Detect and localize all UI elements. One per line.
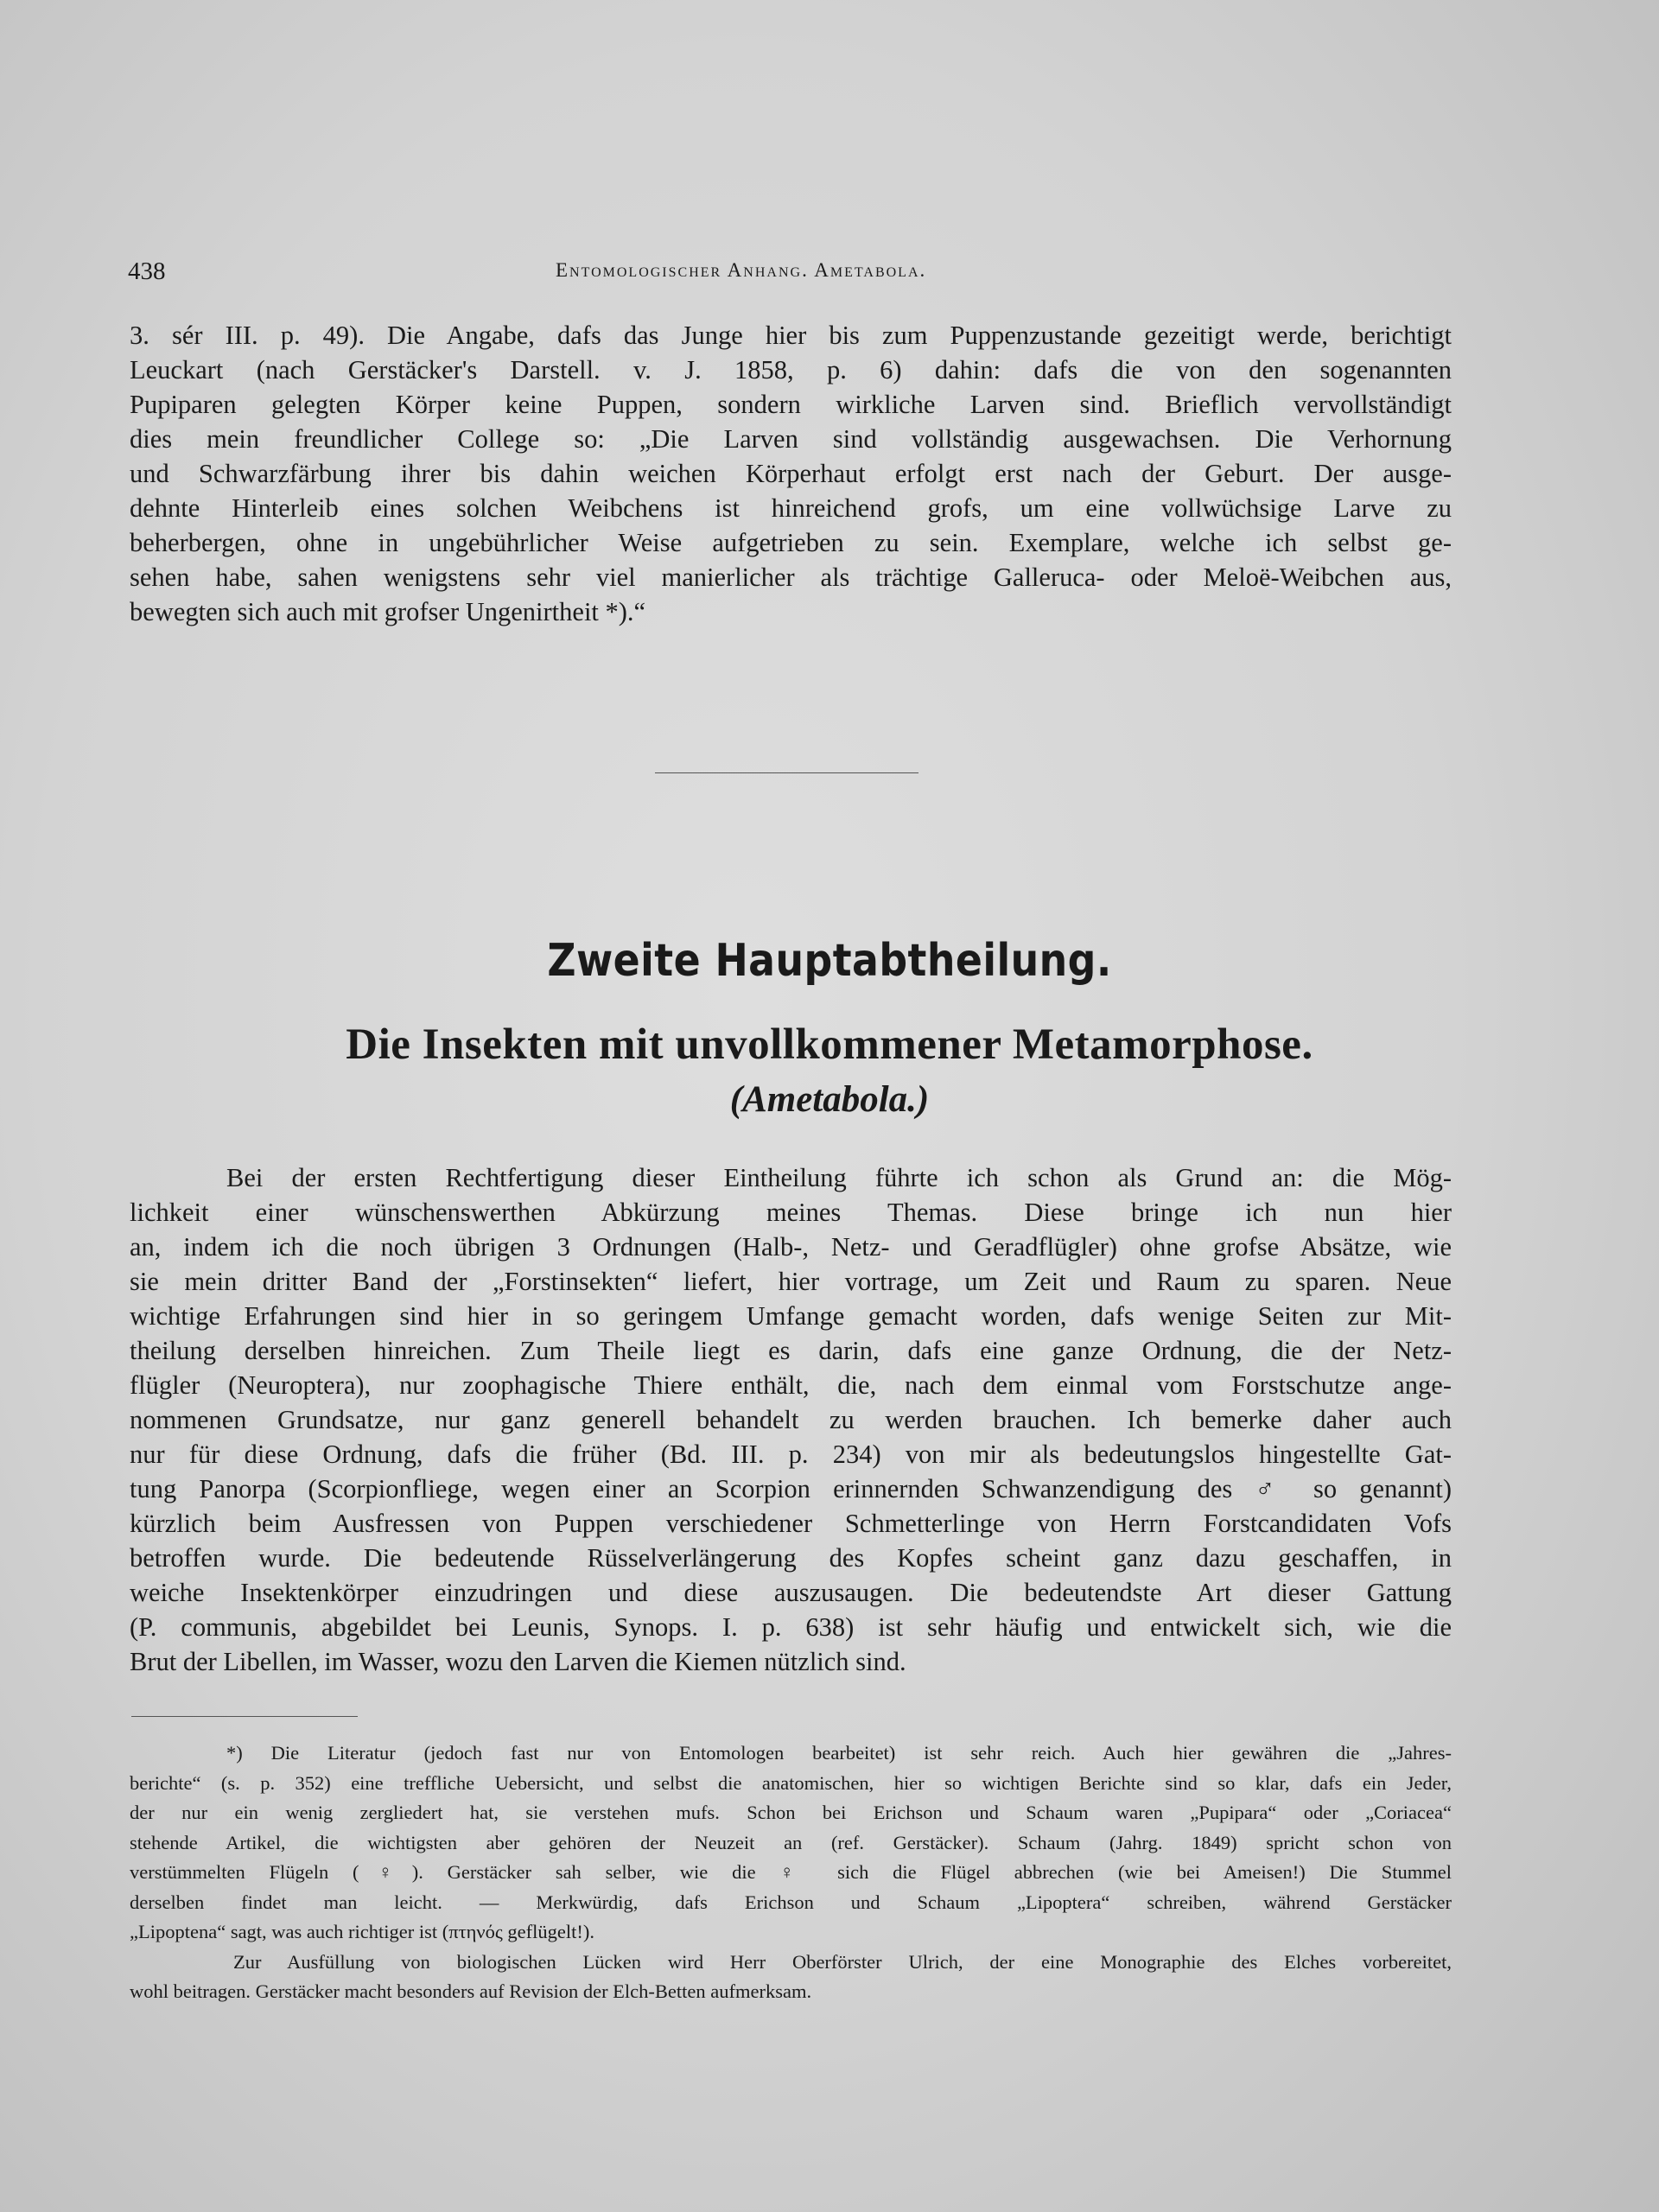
text-line: Brut der Libellen, im Wasser, wozu den Larven die Kiemen nützlich sind. (130, 1647, 906, 1676)
text-line: nommenen Grundsatze, nur ganz generell behandelt zu werden brauchen. Ich bemerke daher auch (130, 1405, 1452, 1434)
text-line: tung Panorpa (Scorpionfliege, wegen einer an Scorpion erinnernden Schwanzendigung des ♂ so genannt) (130, 1474, 1452, 1503)
intro-paragraph (130, 318, 1452, 629)
text-line: nur für diese Ordnung, dafs die früher (Bd. III. p. 234) von mir als bedeutungslos hingestellte Gat- (130, 1440, 1452, 1469)
text-line: flügler (Neuroptera), nur zoophagische Thiere enthält, die, nach dem einmal vom Forstschutze ange- (130, 1370, 1452, 1400)
footnote-line: berichte“ (s. p. 352) eine treffliche Uebersicht, und selbst die anatomischen, hier so wichtigen Berichte sind so klar, dafs ein Jeder, (130, 1771, 1452, 1794)
text-line: wichtige Erfahrungen sind hier in so geringem Umfange gemacht worden, dafs wenige Seiten zur Mit- (130, 1301, 1452, 1331)
footnote-line: Zur Ausfüllung von biologischen Lücken wird Herr Oberförster Ulrich, der eine Monographie des Elches vorbereitet, (233, 1950, 1452, 1973)
text-line: sie mein dritter Band der „Forstinsekten“ liefert, hier vortrage, um Zeit und Raum zu sparen. Neue (130, 1267, 1452, 1296)
footnote-line: der nur ein wenig zergliedert hat, sie verstehen mufs. Schon bei Erichson und Schaum waren „Pupipara“ oder „Coriacea“ (130, 1802, 1452, 1823)
footnote-line: *) Die Literatur (jedoch fast nur von Entomologen bearbeitet) ist sehr reich. Auch hier gewähren die „Jahres- (226, 1742, 1452, 1764)
page-number: 438 (128, 257, 166, 285)
text-line: betroffen wurde. Die bedeutende Rüsselverlängerung des Kopfes scheint ganz dazu geschaffen, in (130, 1543, 1452, 1573)
text-line: lichkeit einer wünschenswerthen Abkürzung meines Themas. Diese bringe ich nun hier (130, 1198, 1452, 1227)
running-title: Entomologischer Anhang. Ametabola. (556, 259, 927, 281)
footnote-line: stehende Artikel, die wichtigsten aber gehören der Neuzeit an (ref. Gerstäcker). Schaum (Jahrg. 1849) spricht schon von (130, 1831, 1452, 1853)
text-line: Bei der ersten Rechtfertigung dieser Eintheilung führte ich schon als Grund an: die Mög- (226, 1163, 1452, 1192)
text-line: beherbergen, ohne in ungebührlicher Weise aufgetrieben zu sein. Exemplare, welche ich selbst ge- (130, 528, 1452, 557)
text-line: dies mein freundlicher College so: „Die Larven sind vollständig ausgewachsen. Die Verhornung (130, 424, 1452, 454)
text-line: kürzlich beim Ausfressen von Puppen verschiedener Schmetterlinge von Herrn Forstcandidaten Vofs (130, 1509, 1452, 1538)
footnote-block (130, 1738, 1452, 2007)
text-line: Pupiparen gelegten Körper keine Puppen, sondern wirkliche Larven sind. Brieflich vervollständigt (130, 390, 1452, 419)
footnote-line: „Lipoptena“ sagt, was auch richtiger ist (πτηνός geflügelt!). (130, 1921, 594, 1942)
footnote-paragraph (130, 1948, 1452, 2007)
footnote-paragraph (130, 1738, 1452, 1948)
text-line: und Schwarzfärbung ihrer bis dahin weichen Körperhaut erfolgt erst nach der Geburt. Der ausge- (130, 459, 1452, 488)
footnote-line: verstümmelten Flügeln (♀). Gerstäcker sah selber, wie die ♀ sich die Flügel abbrechen (wie bei Ameisen!) Die Stummel (130, 1861, 1452, 1883)
section-divider (655, 772, 918, 773)
text-line: dehnte Hinterleib eines solchen Weibchens ist hinreichend grofs, um eine vollwüchsige Larve zu (130, 493, 1452, 523)
footnote-rule (131, 1716, 358, 1717)
body-paragraph (130, 1160, 1452, 1679)
text-line: an, indem ich die noch übrigen 3 Ordnungen (Halb-, Netz- und Geradflügler) ohne grofse Absätze, wie (130, 1232, 1452, 1262)
footnote-line: derselben findet man leicht. — Merkwürdig, dafs Erichson und Schaum „Lipoptera“ schreiben, während Gerstäcker (130, 1891, 1452, 1913)
text-line: sehen habe, sahen wenigstens sehr viel manierlicher als trächtige Galleruca- oder Meloë-Weibchen aus, (130, 563, 1452, 592)
text-line: 3. sér III. p. 49). Die Angabe, dafs das Junge hier bis zum Puppenzustande gezeitigt werde, berichtigt (130, 321, 1452, 350)
text-line: bewegten sich auch mit grofser Ungenirtheit *).“ (130, 597, 646, 626)
section-subheading: Die Insekten mit unvollkommener Metamorphose. (346, 1020, 1313, 1069)
text-line: (P. communis, abgebildet bei Leunis, Synops. I. p. 638) ist sehr häufig und entwickelt sich, wie die (130, 1612, 1452, 1642)
section-heading: Zweite Hauptabtheilung. (547, 935, 1112, 987)
text-line: Leuckart (nach Gerstäcker's Darstell. v. J. 1858, p. 6) dahin: dafs die von den sogenannten (130, 355, 1452, 385)
footnote-line: wohl beitragen. Gerstäcker macht besonders auf Revision der Elch-Betten aufmerksam. (130, 1980, 812, 2002)
text-line: weiche Insektenkörper einzudringen und diese auszusaugen. Die bedeutendste Art dieser Gattung (130, 1578, 1452, 1607)
running-head (128, 257, 1450, 292)
text-line: theilung derselben hinreichen. Zum Theile liegt es darin, dafs eine ganze Ordnung, die der Netz- (130, 1336, 1452, 1365)
latin-name-heading: (Ametabola.) (729, 1079, 930, 1120)
